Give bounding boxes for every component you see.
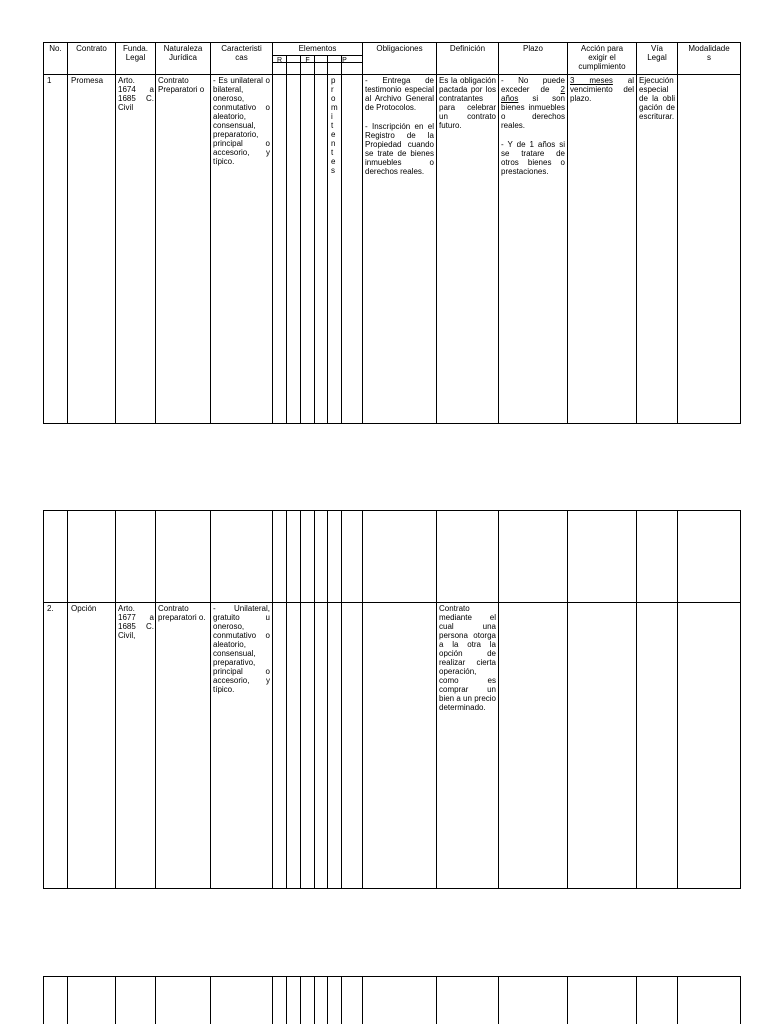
header-no: No. bbox=[49, 44, 62, 53]
header-definicion: Definición bbox=[449, 44, 486, 53]
header-elemento-f: F bbox=[305, 57, 310, 64]
row2-definicion: Contrato mediante el cual una persona otorga a la otra la opción de realizar cierta operación, como es comprar un bien a un precio determinado. bbox=[439, 604, 496, 712]
header-modalidades: Modalidade s bbox=[688, 44, 730, 62]
header-naturaleza-juridica: Naturaleza Jurídica bbox=[163, 44, 203, 62]
header-accion: Acción para exigir el cumplimiento bbox=[578, 44, 626, 71]
row1-naturaleza: Contrato Preparatori o bbox=[158, 76, 205, 94]
row1-accion-underlined: 3 meses bbox=[570, 76, 613, 85]
row1-no: 1 bbox=[47, 76, 52, 85]
row1-plazo-1-underlined: 2 años bbox=[501, 85, 565, 103]
row1-accion bbox=[570, 76, 634, 103]
row1-elemento-p-vertical: p r o m i t e n t e s bbox=[331, 76, 338, 175]
row1-plazo-1-text: - No puede exceder de bbox=[501, 76, 565, 94]
row2-no: 2. bbox=[47, 604, 54, 613]
row2-funda-legal: Arto. 1677 a 1685 C. Civil, bbox=[118, 604, 154, 640]
header-elemento-p: P bbox=[342, 57, 347, 64]
row1-plazo-1 bbox=[501, 76, 565, 130]
table2-border bbox=[44, 511, 741, 889]
header-obligaciones: Obligaciones bbox=[376, 44, 423, 53]
header-caracteristicas: Caracteristi cas bbox=[221, 44, 262, 62]
row1-obligacion-1: - Entrega de testimonio especial al Archivo General de Protocolos. bbox=[365, 76, 434, 112]
row1-accion-rest: al vencimiento del plazo. bbox=[570, 76, 634, 103]
row2-naturaleza: Contrato preparatori o. bbox=[158, 604, 206, 622]
header-funda-legal: Funda. Legal bbox=[123, 44, 148, 62]
row1-plazo bbox=[501, 76, 565, 176]
row1-caracteristicas: - Es unilateral o bilateral, oneroso, conmutativo o aleatorio, consensual, preparatorio, principal o accesorio, y típico. bbox=[213, 76, 270, 166]
row1-via-legal: Ejecución especial de la obligación de escriturar. bbox=[639, 76, 675, 121]
row1-plazo-1-rest: si son bienes inmuebles o derechos reales. bbox=[501, 94, 565, 130]
row1-contrato: Promesa bbox=[71, 76, 104, 85]
header-elemento-r: R bbox=[276, 57, 283, 64]
row1-plazo-2: - Y de 1 años si se tratare de otros bienes o prestaciones. bbox=[501, 140, 565, 176]
row1-obligacion-2: - Inscripción en el Registro de la Propiedad cuando se trate de bienes inmuebles o derechos reales. bbox=[365, 122, 434, 176]
row1-definicion: Es la obligación pactada por los contratantes para celebrar un contrato futuro. bbox=[439, 76, 496, 130]
header-contrato: Contrato bbox=[76, 44, 107, 53]
header-elementos: Elementos bbox=[298, 44, 337, 53]
row1-funda-legal: Arto. 1674 a 1685 C. Civil bbox=[118, 76, 154, 112]
row2-caracteristicas: - Unilateral, gratuito u oneroso, conmutativo o aleatorio, consensual, preparativo, principal o accesorio, y típico. bbox=[213, 604, 270, 694]
header-via-legal: Vía Legal bbox=[647, 44, 667, 62]
header-plazo: Plazo bbox=[522, 44, 543, 53]
row1-obligaciones bbox=[365, 76, 434, 176]
row2-contrato: Opción bbox=[71, 604, 97, 613]
